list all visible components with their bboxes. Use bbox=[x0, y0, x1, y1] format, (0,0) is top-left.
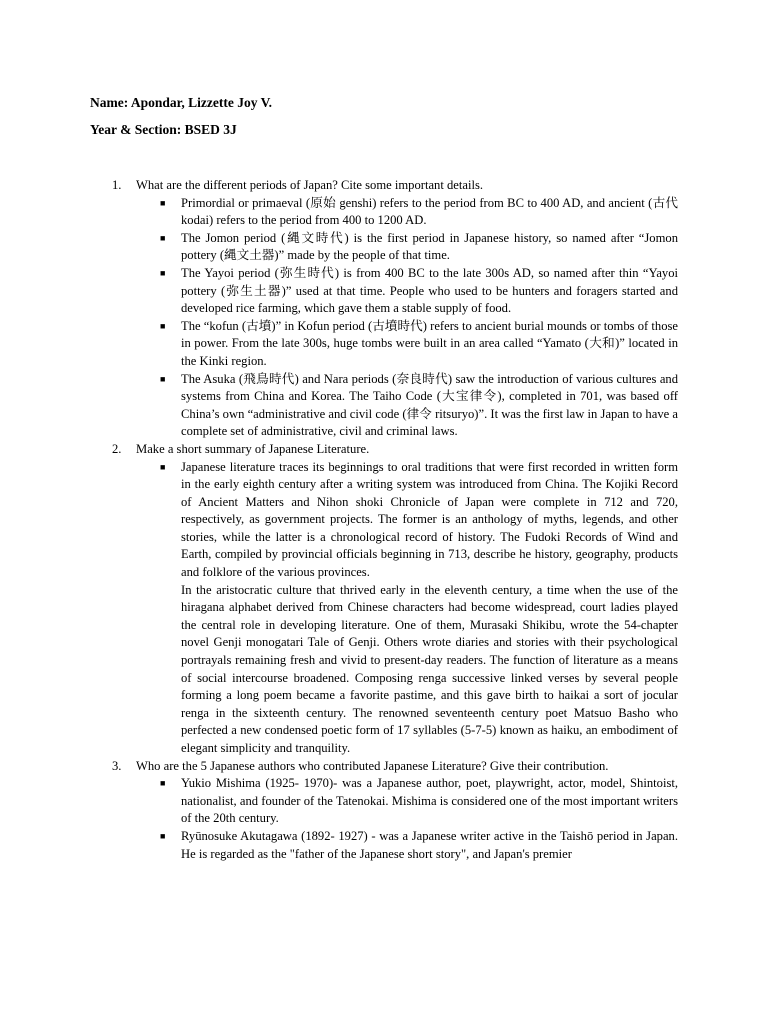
question-text: Make a short summary of Japanese Literature. bbox=[136, 441, 370, 456]
bullet-icon: ■ bbox=[160, 830, 166, 841]
bullet-text: Ryūnosuke Akutagawa (1892- 1927) - was a Japanese writer active in the Taishō period in Japan. He is regarded as the "father of the Japanese short story", and Japan's premier bbox=[181, 828, 678, 861]
bullet-text: The “kofun (古墳)” in Kofun period (古墳時代) refers to ancient burial mounds or tombs of those in power. From the late 300s, huge tombs were built in an area called “Yamato (大和)” located in the Kinki region. bbox=[181, 318, 678, 368]
bullet-text: The Jomon period (縄文時代) is the first period in Japanese history, so named after “Jomon pottery (縄文土器)” made by the people of that time. bbox=[181, 230, 678, 263]
student-name: Name: Apondar, Lizzette Joy V. bbox=[90, 95, 272, 110]
bullet-icon: ■ bbox=[160, 373, 166, 384]
question-2 bbox=[0, 441, 680, 459]
bullet-icon: ■ bbox=[160, 197, 166, 208]
bullet-text: The Yayoi period (弥生時代) is from 400 BC to the late 300s AD, so named after thin “Yayoi pottery (弥生土器)” used at that time. People who used to be hunters and foragers started and developed rice farming, which gave them a stable supply of food. bbox=[181, 265, 678, 316]
bullet-text: The Asuka (飛鳥時代) and Nara periods (奈良時代) saw the introduction of various cultures and systems from China and Korea. The Taiho Code (大宝律令), completed in 701, was based off China’s own “administrative and civil code (律令 ritsuryo)”. It was the first law in Japan to have a complete set of administrative, civil and criminal laws. bbox=[181, 371, 678, 439]
question-number: 3. bbox=[112, 758, 122, 773]
bullet-item bbox=[160, 371, 678, 441]
bullet-item bbox=[160, 459, 678, 582]
summary-paragraph: In the aristocratic culture that thrived early in the eleventh century, a time when the use of the hiragana alphabet derived from Chinese characters had become widespread, court ladies played the central role in developing literature. One of them, Murasaki Shikibu, wrote the 54-chapter novel Genji monogatari Tale of Genji. Others wrote diaries and stories with their psychological portrayals remaining fresh and vivid to present-day readers. The function of literature as a means of social intercourse broadened. Composing renga successive linked verses by several people forming a long poem became a favorite pastime, and this gave birth to haikai a sort of jocular renga in the sixteenth century. The renowned seventeenth century poet Matsuo Basho who perfected a new condensed poetic form of 17 syllables (5-7-5) known as haiku, an embodiment of elegant simplicity and tranquility. bbox=[181, 582, 678, 755]
bullet-text: Japanese literature traces its beginnings to oral traditions that were first recorded in written form in the early eighth century after a writing system was introduced from China. The Kojiki Record of Ancient Matters and Nihon shoki Chronicle of Japan were complete in 712 and 720, respectively, as government projects. The former is an anthology of myths, legends, and other stories, while the latter is a chronological record of history. The Fudoki Records of Wind and Earth, compiled by provincial officials beginning in 713, describe he history, geography, products and folklore of the various provinces. bbox=[181, 459, 678, 580]
year-section: Year & Section: BSED 3J bbox=[90, 122, 237, 137]
bullet-icon: ■ bbox=[160, 232, 166, 243]
document-body bbox=[0, 177, 768, 863]
bullet-item bbox=[160, 265, 678, 318]
bullet-icon: ■ bbox=[160, 320, 166, 331]
bullet-item bbox=[160, 195, 678, 230]
bullet-text: Primordial or primaeval (原始 genshi) refers to the period from BC to 400 AD, and ancient (古代 kodai) refers to the period from 400 to 1200 AD. bbox=[181, 195, 678, 228]
question-1 bbox=[0, 177, 680, 195]
question-number: 1. bbox=[112, 178, 122, 192]
bullet-item bbox=[160, 775, 678, 828]
bullet-icon: ■ bbox=[160, 778, 166, 789]
bullet-item bbox=[160, 828, 678, 863]
question-number: 2. bbox=[112, 441, 122, 456]
question-text: What are the different periods of Japan? Cite some important details. bbox=[136, 178, 484, 192]
bullet-item bbox=[160, 230, 678, 265]
question-text: Who are the 5 Japanese authors who contributed Japanese Literature? Give their contribution. bbox=[136, 758, 609, 773]
bullet-icon: ■ bbox=[160, 267, 166, 278]
question-3 bbox=[0, 758, 680, 776]
bullet-text: Yukio Mishima (1925- 1970)- was a Japanese author, poet, playwright, actor, model, Shintoist, nationalist, and founder of the Tatenokai. Mishima is considered one of the most important writers of the 20th century. bbox=[181, 776, 678, 826]
bullet-item bbox=[160, 318, 678, 371]
bullet-icon: ■ bbox=[160, 461, 166, 472]
